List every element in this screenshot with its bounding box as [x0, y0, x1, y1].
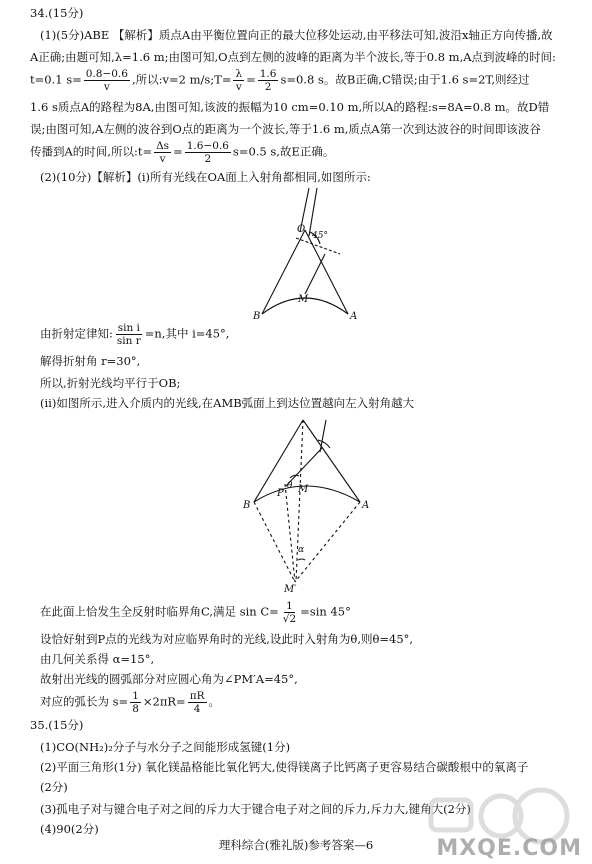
label-M: M — [298, 294, 309, 305]
text-run: ,所以:v=2 m/s;T= — [131, 72, 232, 87]
edge-OA — [303, 420, 360, 502]
q35-line5: (4)90(2分) — [40, 822, 99, 836]
fraction — [233, 68, 244, 93]
radius-OM — [296, 420, 303, 582]
q35-line3: (2分) — [40, 780, 68, 794]
denominator: v — [159, 153, 166, 165]
numerator: 1 — [132, 690, 139, 702]
fraction — [84, 68, 130, 93]
text-run: = — [246, 72, 256, 87]
q34-p1-line5: 误;由图可知,A左侧的波谷到O点的距离为一个波长,等于1.6 m,质点A第一次到达波谷的时间即该波谷 — [30, 122, 541, 136]
denominator: 8 — [132, 703, 139, 715]
q34-p2-line7: 设恰好射到P点的光线为对应临界角时的光线,设此时入射角为θ,则θ=45°, — [40, 632, 414, 646]
fraction — [188, 690, 207, 715]
angle-arc-theta — [290, 475, 299, 478]
label-M-prime: M′ — [284, 584, 297, 595]
incident-ray-1 — [300, 188, 309, 232]
text-run: 。 — [208, 694, 221, 709]
q35-line4: (3)孤电子对与键合电子对之间的斥力大于键合电子对之间的斥力,斥力大,键角大(2分) — [40, 802, 471, 816]
q34-p1-line1: (1)(5分)ABE 【解析】质点A由平衡位置向正的最大位移处运动,由平移法可知,波沿x轴正方向传播,故 — [40, 28, 553, 42]
text-run: 在此面上恰发生全反射时临界角C,满足 sin C= — [40, 604, 279, 619]
incident-ray — [320, 420, 326, 452]
numerator: 1.6 — [259, 68, 277, 80]
denominator: 2 — [204, 153, 212, 165]
arc-AMB — [262, 298, 348, 314]
denominator: 4 — [193, 703, 201, 715]
text-run: ×2πR= — [142, 694, 186, 709]
text-run: =n,其中 i=45°, — [144, 326, 230, 341]
denominator: sin r — [116, 335, 141, 347]
edge-OA — [305, 230, 348, 314]
fraction — [130, 690, 141, 715]
q35-line2: (2)平面三角形(1分) 氧化镁晶格能比氧化钙大,使得镁离子比钙离子更容易结合碳酸根中的氧离子 — [40, 760, 529, 774]
angle-arc — [310, 232, 320, 244]
q34-header: 34.(15分) — [30, 6, 84, 20]
q34-p2-line8: 由几何关系得 α=15°, — [40, 652, 155, 666]
angle-arc-top — [318, 440, 330, 448]
text-run: s=0.5 s,故E正确。 — [232, 144, 335, 159]
label-45deg: 45° — [312, 231, 328, 241]
numerator: 1.6−0.6 — [186, 140, 229, 152]
q34-p2-line6 — [40, 600, 351, 625]
label-O: O — [297, 224, 306, 235]
fraction — [115, 322, 143, 347]
q34-p2-line3: 解得折射角 r=30°, — [40, 354, 141, 368]
label-A: A — [362, 500, 370, 511]
q34-p2-line2 — [40, 322, 229, 347]
radius-BM — [254, 502, 295, 582]
text-run: 对应的弧长为 s= — [40, 694, 129, 709]
denominator: √2 — [282, 613, 297, 625]
watermark-text: MXQE.COM — [436, 836, 582, 861]
denominator: v — [235, 81, 242, 93]
refracted-ray — [305, 254, 325, 294]
radius-AM — [295, 502, 360, 582]
q34-p2-line9: 故射出光线的圆弧部分对应圆心角为∠PM′A=45°, — [40, 672, 298, 686]
incident-ray-2 — [309, 188, 317, 236]
label-theta: θ — [287, 481, 293, 491]
text-run: = — [173, 144, 183, 159]
numerator: 0.8−0.6 — [85, 68, 128, 80]
normal-line — [296, 238, 340, 254]
numerator: sin i — [117, 322, 140, 334]
fraction — [185, 140, 231, 165]
text-run: =sin 45° — [300, 604, 351, 619]
denominator: v — [103, 81, 110, 93]
denominator: 2 — [264, 81, 272, 93]
edge-OB — [262, 230, 305, 314]
numerator: Δs — [156, 140, 170, 152]
text-run: t=0.1 s= — [30, 72, 82, 87]
radius-PM — [285, 484, 295, 582]
numerator: λ — [235, 68, 243, 80]
numerator: πR — [189, 690, 205, 702]
q34-p1-line3 — [30, 68, 530, 93]
edge-OB — [254, 420, 303, 502]
q35-header: 35.(15分) — [30, 718, 84, 732]
label-A: A — [350, 311, 358, 322]
label-M: M — [298, 484, 309, 495]
text-run: 传播到A的时间,所以:t= — [30, 144, 153, 159]
text-run: 由折射定律知: — [40, 326, 113, 341]
label-P: P — [277, 488, 284, 499]
page-footer: 理科综合(雅礼版)参考答案—6 — [218, 838, 374, 852]
label-B: B — [243, 500, 251, 511]
text-run: s=0.8 s。故B正确,C错误;由于1.6 s=2T,则经过 — [280, 72, 530, 87]
q34-p2-line10 — [40, 690, 220, 715]
q34-p1-line2: A正确;由题可知,λ=1.6 m;由图可知,O点到左侧的波峰的距离为半个波长,等于0.8 m,A点到波峰的时间: — [30, 50, 556, 64]
fraction — [281, 600, 298, 625]
label-B: B — [253, 311, 261, 322]
q34-p2-line5: (ⅱ)如图所示,进入介质内的光线,在AMB弧面上到达位置越向左入射角越大 — [40, 396, 415, 410]
angle-arc-alpha — [298, 559, 305, 560]
fraction — [154, 140, 171, 165]
refracted-ray — [286, 448, 322, 486]
arc-AMB — [254, 486, 360, 502]
label-alpha: α — [298, 545, 305, 555]
q34-p1-line6 — [30, 140, 334, 165]
fraction — [258, 68, 279, 93]
q35-line1: (1)CO(NH₂)₂分子与水分子之间能形成氢键(1分) — [40, 740, 291, 754]
q34-p2-line4: 所以,折射光线均平行于OB; — [40, 376, 181, 390]
q34-p1-line4: 1.6 s质点A的路程为8A,由图可知,该波的振幅为10 cm=0.10 m,所以A的路程:s=8A=0.8 m。故D错 — [30, 100, 550, 114]
q34-p2-heading: (2)(10分)【解析】(ⅰ)所有光线在OA面上入射角都相同,如图所示: — [40, 170, 371, 184]
numerator: 1 — [286, 600, 293, 612]
